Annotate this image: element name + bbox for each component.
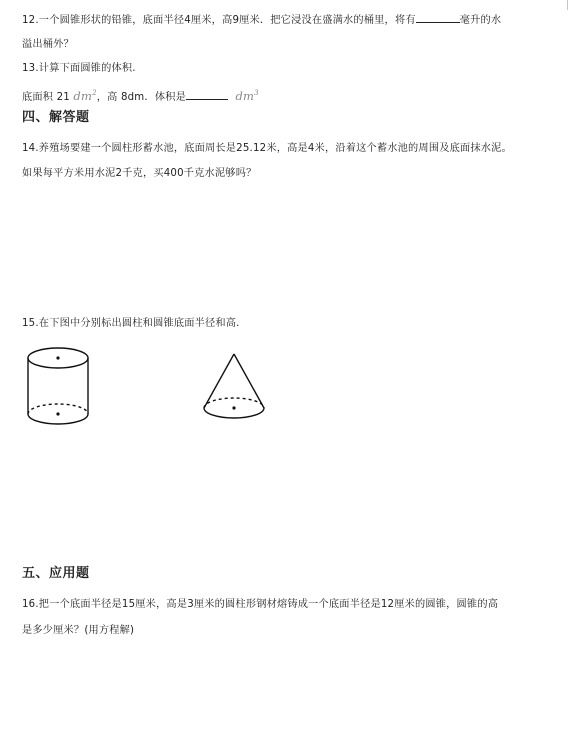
q13-area-unit: $dm^2$ [73,89,97,103]
q12-line2: 溢出桶外？ [22,39,74,50]
page-corner-mark [567,0,578,10]
q13-answer-blank[interactable] [186,88,228,100]
q14-line2: 如果每平方米用水泥2千克，买400千克水泥够吗？ [22,168,257,179]
section4-heading: 四、解答题 [22,110,90,125]
q16-line2: 是多少厘米？(用方程解) [22,625,135,636]
section5-heading: 五、应用题 [22,566,90,581]
q12-text-b: 毫升的水 [459,15,502,26]
cylinder-bottom-center-dot [56,412,59,415]
q16-line1: 16.把一个底面半径是15厘米，高是3厘米的圆柱形钢材熔铸成一个底面半径是12厘米的圆锥，圆锥的高 [22,599,499,610]
q15-title: 15.在下图中分别标出圆柱和圆锥底面半径和高. [22,318,240,329]
cylinder-top-center-dot [56,356,59,359]
cylinder-figure [24,344,94,428]
q12-line1 [22,11,501,28]
cone-figure [200,350,270,424]
q12-text-a: 12.一个圆锥形状的铅锥，底面半径4厘米，高9厘米．把它浸没在盛满水的桶里，将有 [22,15,416,26]
q13-height-text: ，高 8dm．体积是 [96,92,186,103]
q13-volume-unit: $dm^3$ [235,89,259,103]
q12-answer-blank[interactable] [416,11,460,23]
q13-answer-line [22,86,259,105]
cone-base-center-dot [232,406,235,409]
q14-line1: 14.养殖场要建一个圆柱形蓄水池，底面周长是25.12米，高是4米，沿着这个蓄水池的周围及底面抹水泥。 [22,143,512,154]
q13-base-area: 底面积 21 [22,92,70,103]
q13-title: 13.计算下面圆锥的体积. [22,63,136,74]
